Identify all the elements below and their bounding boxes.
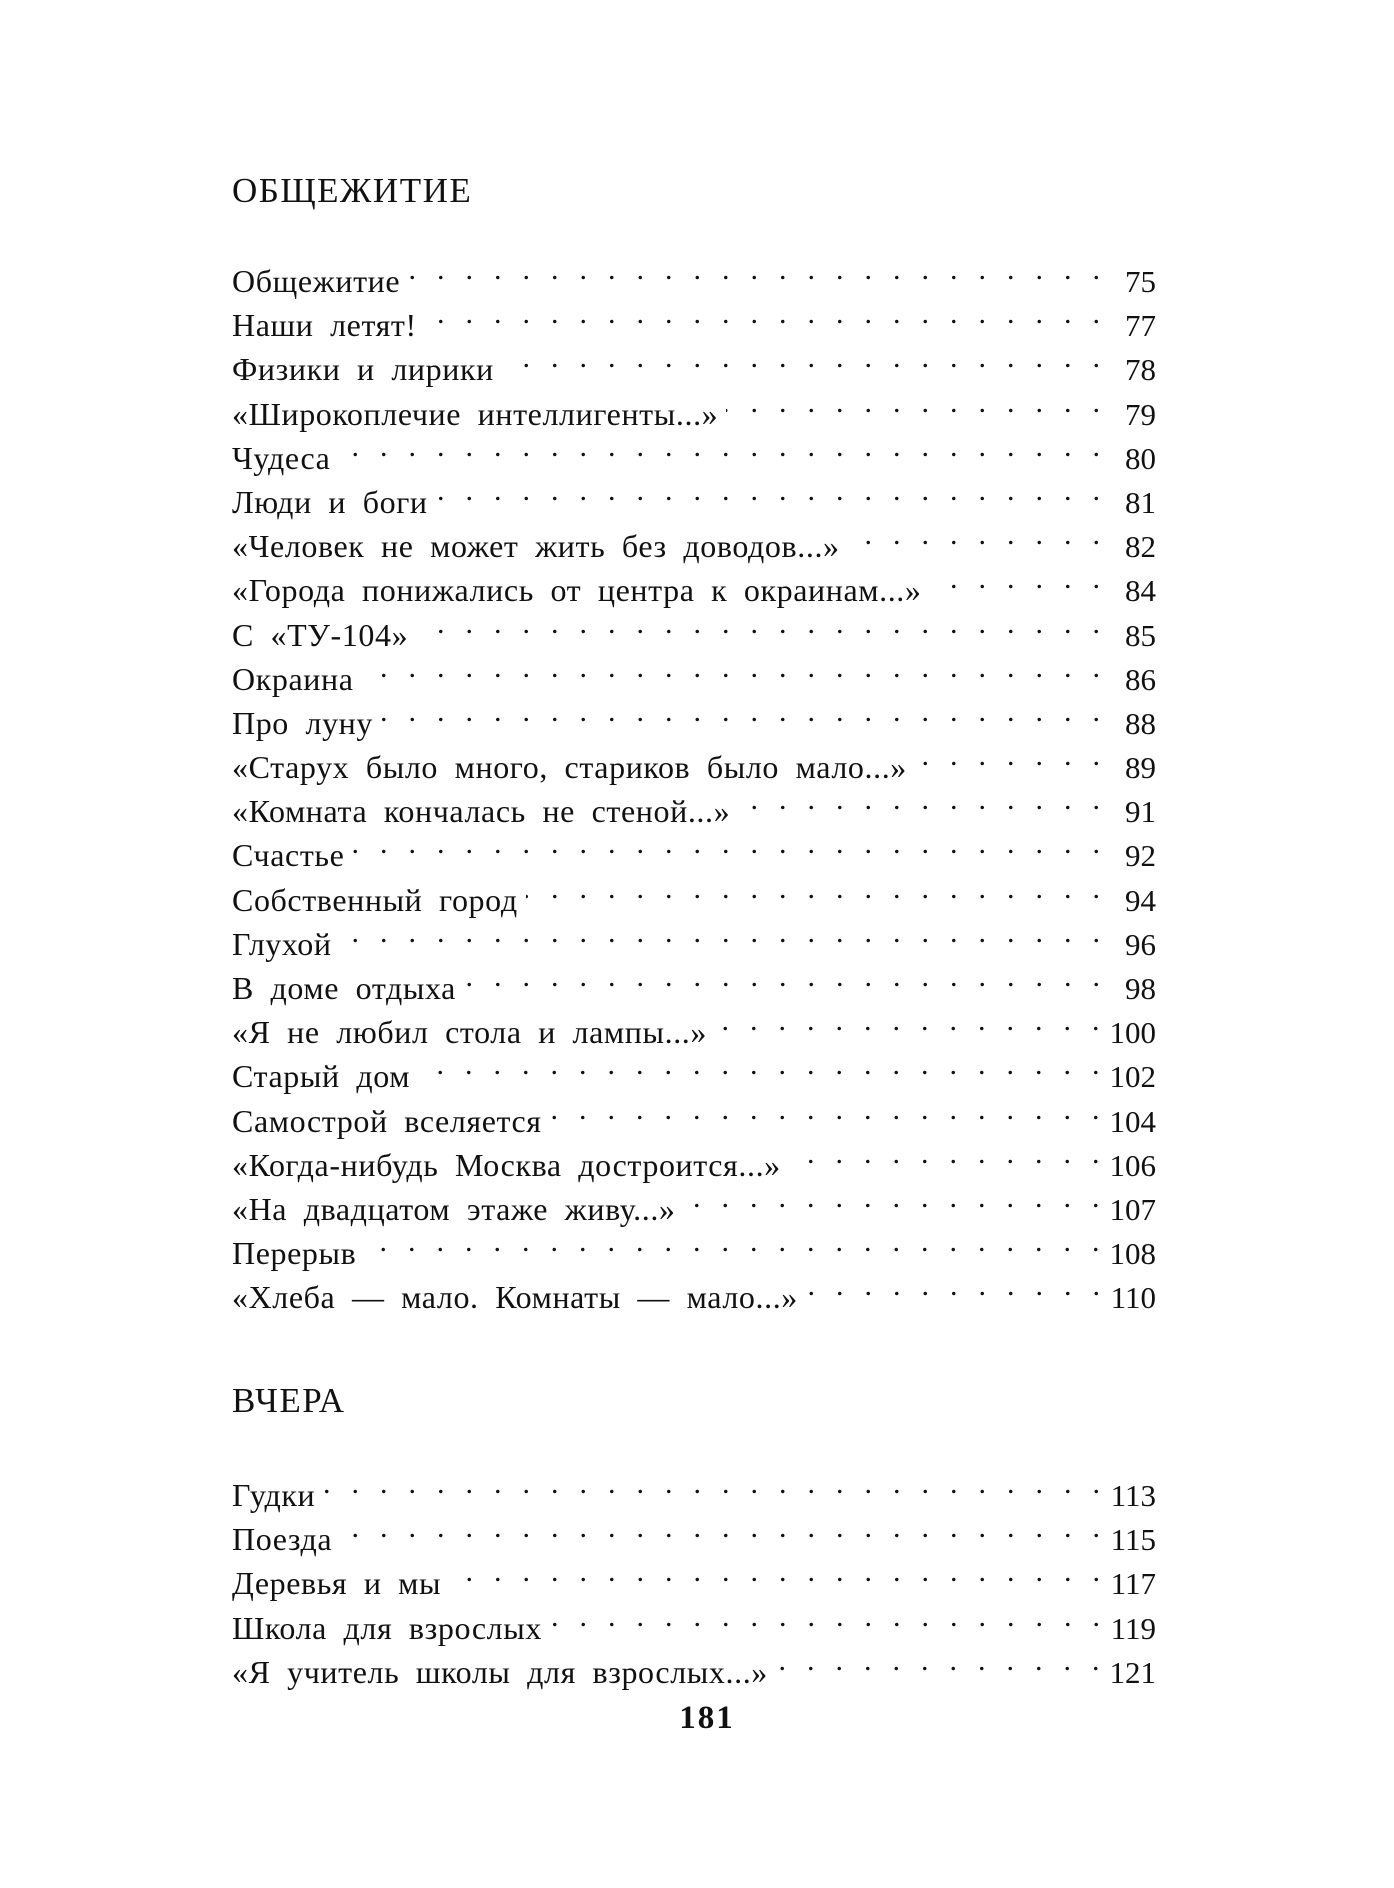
entry-page-number: 100	[1109, 1015, 1156, 1051]
entry-page-number: 88	[1125, 705, 1156, 741]
entry-page-number: 86	[1125, 661, 1156, 697]
dot-leader	[340, 911, 1102, 955]
dot-leader	[726, 381, 1102, 425]
dot-leader	[381, 690, 1102, 734]
entry-title: Школа для взрослых	[232, 1609, 542, 1646]
toc-list	[232, 1462, 1156, 1690]
entry-title: В доме отдыха	[232, 970, 456, 1006]
dot-leader	[449, 1550, 1102, 1594]
entry-page-number: 106	[1109, 1147, 1156, 1183]
entry-title: «Города понижались от центра к окраинам...»	[232, 572, 922, 609]
dot-leader	[684, 1176, 1102, 1220]
dot-leader	[464, 955, 1102, 999]
dot-leader	[352, 822, 1102, 866]
entry-title: «Я не любил стола и лампы...»	[232, 1014, 708, 1051]
entry-title: «Человек не может жить без доводов...»	[232, 528, 840, 565]
toc-section-vchera	[232, 1376, 1156, 1690]
entry-title: «Комната кончалась не стеной...»	[232, 793, 731, 830]
entry-page-number: 91	[1125, 794, 1156, 830]
dot-leader	[789, 1132, 1102, 1176]
entry-page-number: 80	[1125, 440, 1156, 476]
dot-leader	[323, 1462, 1102, 1506]
dot-leader	[715, 999, 1101, 1043]
entry-page-number: 102	[1109, 1059, 1156, 1095]
entry-title: «Хлеба — мало. Комнаты — мало...»	[232, 1279, 798, 1316]
section-heading: ОБЩЕЖИТИЕ	[232, 171, 473, 210]
entry-title: «Старух было много, стариков было мало...»	[232, 749, 907, 786]
dot-leader	[338, 425, 1102, 469]
dot-leader	[362, 646, 1102, 690]
dot-leader	[416, 602, 1102, 646]
dot-leader	[502, 336, 1102, 380]
entry-title: Перерыв	[232, 1235, 357, 1272]
entry-title: Собственный город	[232, 881, 518, 918]
toc-entry	[232, 911, 1156, 962]
entry-title: С «ТУ-104»	[232, 616, 409, 653]
dot-leader	[526, 867, 1102, 911]
entry-page-number: 117	[1110, 1566, 1156, 1602]
entry-page-number: 94	[1125, 882, 1156, 918]
toc-entry	[232, 248, 1156, 299]
toc-section-obshchezhitie	[232, 166, 1156, 1316]
entry-page-number: 84	[1125, 573, 1156, 609]
entry-title: Счастье	[232, 837, 345, 874]
dot-leader	[408, 248, 1102, 292]
entry-page-number: 89	[1125, 750, 1156, 786]
entry-page-number: 108	[1109, 1236, 1156, 1272]
entry-page-number: 119	[1110, 1610, 1156, 1646]
dot-leader	[776, 1639, 1102, 1683]
entry-title: Люди и боги	[232, 483, 428, 520]
toc-entry	[232, 1550, 1156, 1602]
entry-page-number: 104	[1109, 1103, 1156, 1139]
dot-leader	[806, 1264, 1102, 1308]
entry-title: Про луну	[232, 704, 374, 741]
entry-title: Наши летят!	[232, 307, 417, 344]
toc-entry	[232, 1506, 1156, 1558]
entry-page-number: 110	[1110, 1280, 1156, 1316]
dot-leader	[550, 1088, 1102, 1132]
entry-title: Окраина	[232, 660, 354, 697]
entry-page-number: 77	[1125, 308, 1156, 344]
entry-page-number: 75	[1125, 264, 1156, 299]
entry-page-number: 78	[1125, 352, 1156, 388]
entry-page-number: 121	[1109, 1654, 1156, 1690]
entry-page-number: 115	[1110, 1522, 1156, 1558]
entry-title: Поезда	[232, 1521, 333, 1558]
dot-leader	[550, 1595, 1102, 1639]
dot-leader	[364, 1220, 1101, 1264]
entry-page-number: 92	[1125, 838, 1156, 874]
entry-page-number: 98	[1125, 971, 1156, 1006]
entry-page-number: 107	[1109, 1191, 1156, 1227]
dot-leader	[436, 469, 1102, 513]
toc-list	[232, 248, 1156, 1316]
entry-title: «Широкоплечие интеллигенты...»	[232, 395, 719, 432]
entry-page-number: 85	[1125, 617, 1156, 653]
entry-title: Самострой вселяется	[232, 1102, 542, 1139]
page-number: 181	[679, 1700, 735, 1736]
dot-leader	[930, 557, 1102, 601]
toc-entry	[232, 822, 1156, 874]
dot-leader	[418, 1043, 1101, 1087]
entry-title: «На двадцатом этаже живу...»	[232, 1190, 676, 1227]
entry-title: Общежитие	[232, 263, 401, 299]
entry-title: Чудеса	[232, 439, 331, 476]
toc-entry	[232, 646, 1156, 697]
toc-entry	[232, 1220, 1156, 1272]
entry-title: Глухой	[232, 925, 332, 962]
entry-page-number: 113	[1110, 1478, 1156, 1513]
entry-page-number: 96	[1125, 926, 1156, 962]
entry-page-number: 79	[1125, 396, 1156, 432]
toc-entry	[232, 425, 1156, 476]
toc-entry	[232, 955, 1156, 1006]
entry-page-number: 82	[1125, 529, 1156, 565]
entry-title: «Я учитель школы для взрослых...»	[232, 1653, 768, 1690]
toc-entry	[232, 690, 1156, 741]
toc-entry	[232, 1264, 1156, 1316]
entry-page-number: 81	[1125, 484, 1156, 520]
entry-title: Физики и лирики	[232, 351, 494, 388]
toc-entry	[232, 469, 1156, 520]
dot-leader	[340, 1506, 1102, 1550]
entry-title: Деревья и мы	[232, 1565, 442, 1602]
dot-leader	[848, 513, 1102, 557]
dot-leader	[915, 734, 1102, 778]
dot-leader	[738, 778, 1102, 822]
entry-title: Гудки	[232, 1477, 316, 1513]
toc-entry	[232, 1462, 1156, 1513]
entry-title: «Когда-нибудь Москва достроится...»	[232, 1146, 781, 1183]
section-heading: ВЧЕРА	[232, 1381, 346, 1420]
toc-entry	[232, 867, 1156, 918]
dot-leader	[425, 292, 1102, 336]
entry-title: Старый дом	[232, 1058, 411, 1095]
